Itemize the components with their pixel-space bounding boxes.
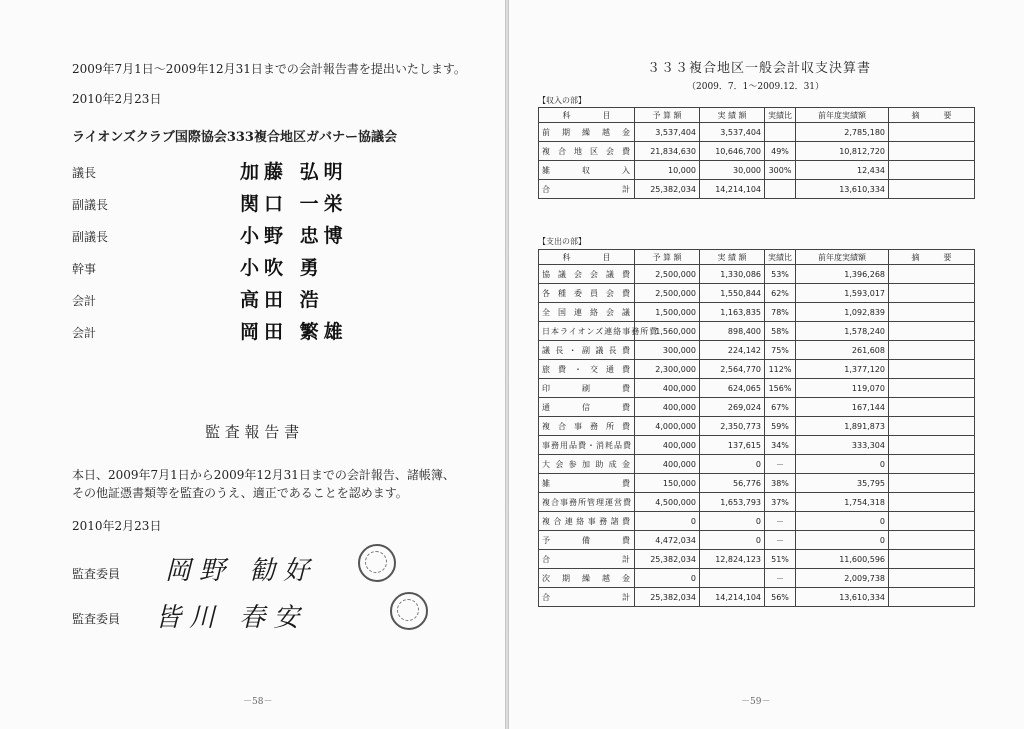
officer-signature: 関口 一栄	[240, 193, 348, 215]
cell-item: 前期繰越金	[539, 123, 635, 142]
cell-item: 議長・副議長費	[539, 341, 635, 360]
cell-actual: 14,214,104	[700, 180, 765, 199]
audit-date: 2010年2月23日	[72, 519, 162, 533]
table-row	[539, 123, 975, 142]
cell-prev: 13,610,334	[796, 588, 889, 607]
table-row	[539, 436, 975, 455]
cell-note	[889, 531, 975, 550]
officer-signature: 小吹 勇	[240, 257, 324, 279]
cell-actual: 2,564,770	[700, 360, 765, 379]
expense-table	[538, 249, 975, 607]
cell-prev: 2,009,738	[796, 569, 889, 588]
cell-actual: 224,142	[700, 341, 765, 360]
cell-note	[889, 588, 975, 607]
table-row	[539, 569, 975, 588]
cell-note	[889, 379, 975, 398]
cell-budget: 2,300,000	[635, 360, 700, 379]
table-row	[539, 341, 975, 360]
cell-actual: 56,776	[700, 474, 765, 493]
cell-note	[889, 436, 975, 455]
cell-item: 旅費・交通費	[539, 360, 635, 379]
cell-prev: 0	[796, 455, 889, 474]
cell-actual: 1,163,835	[700, 303, 765, 322]
cell-ratio: 53%	[765, 265, 796, 284]
cell-item: 合計	[539, 588, 635, 607]
cell-actual: 12,824,123	[700, 550, 765, 569]
cell-item: 合計	[539, 180, 635, 199]
table-row	[539, 550, 975, 569]
auditor-role: 監査委員	[72, 612, 121, 626]
left-page	[0, 0, 505, 729]
cell-prev: 10,812,720	[796, 142, 889, 161]
header-note: 摘 要	[889, 250, 975, 265]
table-row	[539, 512, 975, 531]
cell-item: 複合事務所管理運営費	[539, 493, 635, 512]
cell-note	[889, 303, 975, 322]
cell-prev: 0	[796, 531, 889, 550]
cell-ratio: －	[765, 531, 796, 550]
cell-actual: 269,024	[700, 398, 765, 417]
cell-note	[889, 360, 975, 379]
report-submission-text: 2009年7月1日～2009年12月31日までの会計報告書を提出いたします。	[72, 62, 466, 76]
cell-actual: 1,550,844	[700, 284, 765, 303]
cell-prev: 1,593,017	[796, 284, 889, 303]
cell-actual: 3,537,404	[700, 123, 765, 142]
cell-actual: 30,000	[700, 161, 765, 180]
cell-budget: 150,000	[635, 474, 700, 493]
cell-prev: 1,754,318	[796, 493, 889, 512]
cell-budget: 400,000	[635, 379, 700, 398]
cell-item: 全国連絡会議	[539, 303, 635, 322]
cell-budget: 4,000,000	[635, 417, 700, 436]
cell-prev: 1,891,873	[796, 417, 889, 436]
audit-text-line: 本日、2009年7月1日から2009年12月31日までの会計報告、諸帳簿、	[72, 468, 455, 482]
cell-ratio	[765, 180, 796, 199]
table-row	[539, 284, 975, 303]
header-previous: 前年度実績額	[796, 250, 889, 265]
table-row	[539, 360, 975, 379]
cell-budget: 1,500,000	[635, 303, 700, 322]
cell-item: 印刷費	[539, 379, 635, 398]
officer-role: 副議長	[72, 230, 109, 244]
header-budget: 予 算 額	[635, 250, 700, 265]
cell-budget: 25,382,034	[635, 588, 700, 607]
cell-note	[889, 123, 975, 142]
table-row	[539, 379, 975, 398]
cell-budget: 4,472,034	[635, 531, 700, 550]
cell-actual: 2,350,773	[700, 417, 765, 436]
cell-note	[889, 455, 975, 474]
page-number: －59－	[741, 697, 771, 707]
officer-signature: 高田 浩	[240, 289, 324, 311]
auditor-role: 監査委員	[72, 567, 121, 581]
cell-prev: 1,377,120	[796, 360, 889, 379]
cell-actual: 0	[700, 531, 765, 550]
cell-note	[889, 142, 975, 161]
cell-ratio: 300%	[765, 161, 796, 180]
header-actual: 実 績 額	[700, 108, 765, 123]
cell-prev: 333,304	[796, 436, 889, 455]
cell-actual: 1,653,793	[700, 493, 765, 512]
cell-item: 合計	[539, 550, 635, 569]
auditor-seal-icon	[390, 592, 428, 630]
income-section-label: 【収入の部】	[538, 96, 586, 105]
cell-budget: 400,000	[635, 455, 700, 474]
cell-actual: 137,615	[700, 436, 765, 455]
cell-item: 事務用品費・消耗品費	[539, 436, 635, 455]
cell-budget: 10,000	[635, 161, 700, 180]
header-item: 科 目	[539, 108, 635, 123]
expense-table-header	[539, 250, 975, 265]
cell-note	[889, 550, 975, 569]
table-row	[539, 455, 975, 474]
income-table-header	[539, 108, 975, 123]
table-row	[539, 493, 975, 512]
cell-budget: 2,500,000	[635, 284, 700, 303]
table-row	[539, 417, 975, 436]
cell-item: 複合事務所費	[539, 417, 635, 436]
expense-section-label: 【支出の部】	[538, 237, 586, 246]
submission-date: 2010年2月23日	[72, 92, 162, 106]
cell-ratio: 38%	[765, 474, 796, 493]
cell-item: 複合地区会費	[539, 142, 635, 161]
header-previous: 前年度実績額	[796, 108, 889, 123]
officer-signature: 小野 忠博	[240, 225, 348, 247]
cell-budget: 1,560,000	[635, 322, 700, 341]
cell-note	[889, 180, 975, 199]
cell-prev: 167,144	[796, 398, 889, 417]
table-row	[539, 588, 975, 607]
cell-item: 複合連絡事務諸費	[539, 512, 635, 531]
auditor-signature: 岡野 勧好	[165, 556, 318, 586]
cell-actual: 14,214,104	[700, 588, 765, 607]
cell-prev: 11,600,596	[796, 550, 889, 569]
cell-actual: 0	[700, 512, 765, 531]
cell-note	[889, 569, 975, 588]
header-budget: 予 算 額	[635, 108, 700, 123]
cell-item: 雑費	[539, 474, 635, 493]
cell-actual: 10,646,700	[700, 142, 765, 161]
cell-ratio: －	[765, 569, 796, 588]
cell-note	[889, 341, 975, 360]
table-row	[539, 531, 975, 550]
cell-ratio: 78%	[765, 303, 796, 322]
cell-ratio: 49%	[765, 142, 796, 161]
table-row	[539, 180, 975, 199]
cell-ratio	[765, 123, 796, 142]
cell-note	[889, 417, 975, 436]
page-number: －58－	[243, 697, 273, 707]
header-note: 摘 要	[889, 108, 975, 123]
audit-text-line: その他証憑書類等を監査のうえ、適正であることを認めます。	[72, 486, 408, 500]
cell-item: 日本ライオンズ連絡事務所費	[539, 322, 635, 341]
officer-role: 副議長	[72, 198, 109, 212]
officer-signature: 岡田 繁雄	[240, 321, 348, 343]
cell-ratio: 59%	[765, 417, 796, 436]
right-page	[509, 0, 1024, 729]
cell-item: 次期繰越金	[539, 569, 635, 588]
officer-role: 議長	[72, 166, 97, 180]
cell-prev: 261,608	[796, 341, 889, 360]
statement-period: （2009．7．1～2009.12．31）	[687, 82, 825, 92]
cell-budget: 0	[635, 512, 700, 531]
cell-budget: 4,500,000	[635, 493, 700, 512]
table-row	[539, 322, 975, 341]
cell-note	[889, 474, 975, 493]
cell-ratio: 56%	[765, 588, 796, 607]
cell-prev: 1,092,839	[796, 303, 889, 322]
cell-ratio: 34%	[765, 436, 796, 455]
cell-budget: 400,000	[635, 398, 700, 417]
cell-prev: 0	[796, 512, 889, 531]
statement-title: ３３３複合地区一般会計収支決算書	[647, 61, 872, 76]
cell-prev: 1,396,268	[796, 265, 889, 284]
cell-note	[889, 493, 975, 512]
cell-item: 各種委員会費	[539, 284, 635, 303]
cell-budget: 3,537,404	[635, 123, 700, 142]
cell-prev: 35,795	[796, 474, 889, 493]
officer-signature: 加藤 弘明	[240, 161, 348, 183]
cell-ratio: 112%	[765, 360, 796, 379]
cell-ratio: －	[765, 512, 796, 531]
table-row	[539, 265, 975, 284]
cell-ratio: 62%	[765, 284, 796, 303]
cell-actual: 624,065	[700, 379, 765, 398]
officer-role: 幹事	[72, 262, 97, 276]
cell-actual	[700, 569, 765, 588]
income-table	[538, 107, 975, 199]
cell-prev: 13,610,334	[796, 180, 889, 199]
table-row	[539, 474, 975, 493]
cell-note	[889, 161, 975, 180]
cell-ratio: 75%	[765, 341, 796, 360]
cell-budget: 25,382,034	[635, 550, 700, 569]
cell-ratio: 67%	[765, 398, 796, 417]
cell-item: 予備費	[539, 531, 635, 550]
cell-item: 協議会会議費	[539, 265, 635, 284]
auditor-seal-icon	[358, 544, 396, 582]
table-row	[539, 303, 975, 322]
header-actual: 実 績 額	[700, 250, 765, 265]
cell-budget: 300,000	[635, 341, 700, 360]
table-row	[539, 398, 975, 417]
cell-item: 通信費	[539, 398, 635, 417]
cell-actual: 1,330,086	[700, 265, 765, 284]
cell-note	[889, 512, 975, 531]
organization-name: ライオンズクラブ国際協会333複合地区ガバナー協議会	[72, 130, 397, 145]
cell-budget: 2,500,000	[635, 265, 700, 284]
cell-ratio: 37%	[765, 493, 796, 512]
cell-actual: 0	[700, 455, 765, 474]
officer-role: 会計	[72, 326, 97, 340]
cell-ratio: 156%	[765, 379, 796, 398]
cell-prev: 119,070	[796, 379, 889, 398]
officer-role: 会計	[72, 294, 97, 308]
cell-note	[889, 398, 975, 417]
cell-ratio: 51%	[765, 550, 796, 569]
cell-prev: 1,578,240	[796, 322, 889, 341]
cell-item: 雑収入	[539, 161, 635, 180]
cell-note	[889, 265, 975, 284]
cell-budget: 400,000	[635, 436, 700, 455]
cell-item: 大会参加助成金	[539, 455, 635, 474]
cell-budget: 0	[635, 569, 700, 588]
cell-note	[889, 284, 975, 303]
cell-budget: 25,382,034	[635, 180, 700, 199]
cell-note	[889, 322, 975, 341]
table-row	[539, 142, 975, 161]
cell-actual: 898,400	[700, 322, 765, 341]
cell-prev: 2,785,180	[796, 123, 889, 142]
cell-prev: 12,434	[796, 161, 889, 180]
table-row	[539, 161, 975, 180]
header-ratio: 実績比	[765, 250, 796, 265]
cell-ratio: －	[765, 455, 796, 474]
header-item: 科 目	[539, 250, 635, 265]
audit-report-title: 監 査 報 告 書	[205, 423, 300, 441]
header-ratio: 実績比	[765, 108, 796, 123]
cell-budget: 21,834,630	[635, 142, 700, 161]
auditor-signature: 皆川 春安	[155, 603, 308, 633]
cell-ratio: 58%	[765, 322, 796, 341]
